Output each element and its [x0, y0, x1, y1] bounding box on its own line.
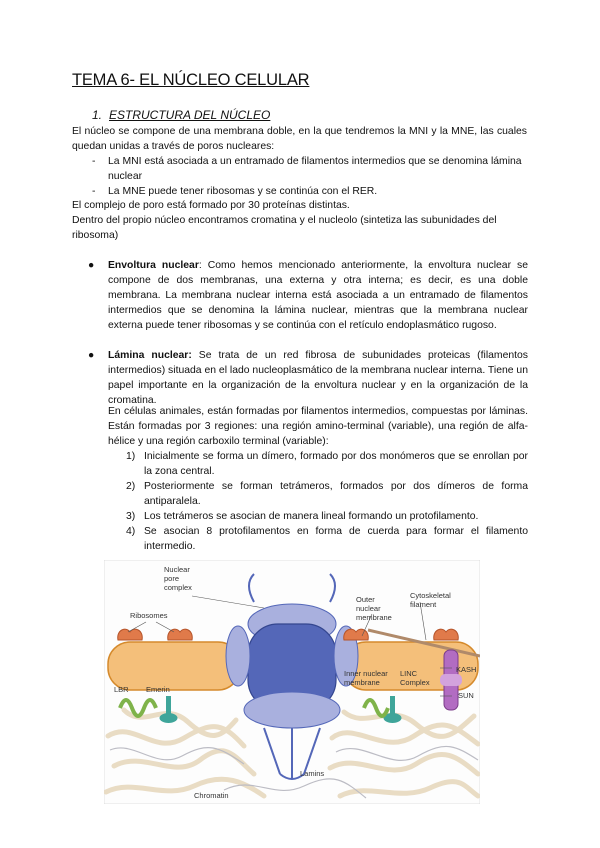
step-4: Se asocian 8 protofilamentos en forma de cuerda para formar el filamento intermedio. [144, 526, 528, 552]
page-title: TEMA 6- EL NÚCLEO CELULAR [72, 71, 310, 89]
step-number: 2) [126, 481, 136, 492]
label-outer-1: Outer [356, 595, 375, 604]
pore-paragraph: El complejo de poro está formado por 30 proteínas distintas. [72, 200, 350, 211]
label-nuclear-pore-3: complex [164, 583, 192, 592]
label-nuclear-pore-2: pore [164, 574, 180, 583]
section-label: ESTRUCTURA DEL NÚCLEO [109, 108, 271, 122]
label-inner-2: membrane [344, 678, 380, 687]
nucleolus-paragraph: Dentro del propio núcleo encontramos cromatina y el nucleolo (sintetiza las subunidades del ribosoma) [72, 215, 497, 241]
dash-marker: - [92, 156, 96, 167]
step-number: 3) [126, 511, 136, 522]
bullet-text: Se trata de un red fibrosa de subunidades proteicas (filamentos intermedios) situada en el lado nucleoplasmático de la membrana nuclear interna. Tiene un papel importante en la organización de la envoltura nuclear y en la organización de la cromatina. [108, 350, 529, 406]
bullet-marker: ● [88, 260, 95, 271]
label-lamins: Lamins [300, 769, 325, 778]
step-3: Los tetrámeros se asocian de manera lineal formando un protofilamento. [144, 511, 479, 522]
label-cyto-1: Cytoskeletal [410, 591, 451, 600]
label-outer-2: nuclear [356, 604, 381, 613]
section-number: 1. [92, 108, 103, 122]
bullet-lamina [108, 348, 528, 408]
label-linc-2: Complex [400, 678, 430, 687]
bullet-envoltura [108, 258, 528, 333]
step-number: 4) [126, 526, 136, 537]
step-2: Posteriormente se forman tetrámeros, formados por dos dímeros de forma antiparalela. [144, 481, 528, 507]
dash-item-1: La MNI está asociada a un entramado de filamentos intermedios que se denomina lámina nuclear [108, 156, 522, 182]
label-chromatin: Chromatin [194, 791, 229, 800]
step-number: 1) [126, 451, 136, 462]
label-cyto-2: filament [410, 600, 437, 609]
bullet-text: Como hemos mencionado anteriormente, la envoltura nuclear se compone de dos membranas, una externa y otra interna; es decir, es una doble membrana. La membrana nuclear interna está asociada a un entramado de filamentos intermedios que se denomina la lámina nuclear, mientras que la membrana nuclear externa puede tener ribosomas y se continúa con el retículo endoplasmático rugoso. [108, 260, 528, 331]
label-lbr: LBR [114, 685, 129, 694]
label-inner-1: Inner nuclear [344, 669, 388, 678]
bullet-term: Envoltura nuclear [108, 260, 199, 271]
label-outer-3: membrane [356, 613, 392, 622]
section-heading [92, 108, 270, 122]
bullet-term: Lámina nuclear: [108, 350, 192, 361]
label-nuclear-pore-1: Nuclear [164, 565, 190, 574]
nuclear-membrane-left [108, 642, 240, 690]
label-linc-1: LINC [400, 669, 418, 678]
label-kash: KASH [456, 665, 477, 674]
bullet-sep: : [198, 260, 202, 271]
step-1: Inicialmente se forma un dímero, formado por dos monómeros que se enrollan por la zona central. [144, 451, 528, 477]
label-emerin: Emerin [146, 685, 170, 694]
dash-marker: - [92, 186, 96, 197]
dash-item-2: La MNE puede tener ribosomas y se continúa con el RER. [108, 186, 378, 197]
lamina-extra-paragraph: En células animales, están formadas por filamentos intermedios, compuestas por láminas. Están formadas por 3 regiones: una región amino-terminal (variable), una región de alfa-hélice y una región carboxilo terminal (variable): [108, 406, 528, 447]
intro-paragraph: El núcleo se compone de una membrana doble, en la que tendremos la MNI y la MNE, las cuales quedan unidas a través de poros nucleares: [72, 126, 527, 152]
label-sun: SUN [458, 691, 474, 700]
bullet-marker: ● [88, 350, 95, 361]
label-ribosomes: Ribosomes [130, 611, 168, 620]
nuclear-envelope-figure [104, 560, 480, 804]
